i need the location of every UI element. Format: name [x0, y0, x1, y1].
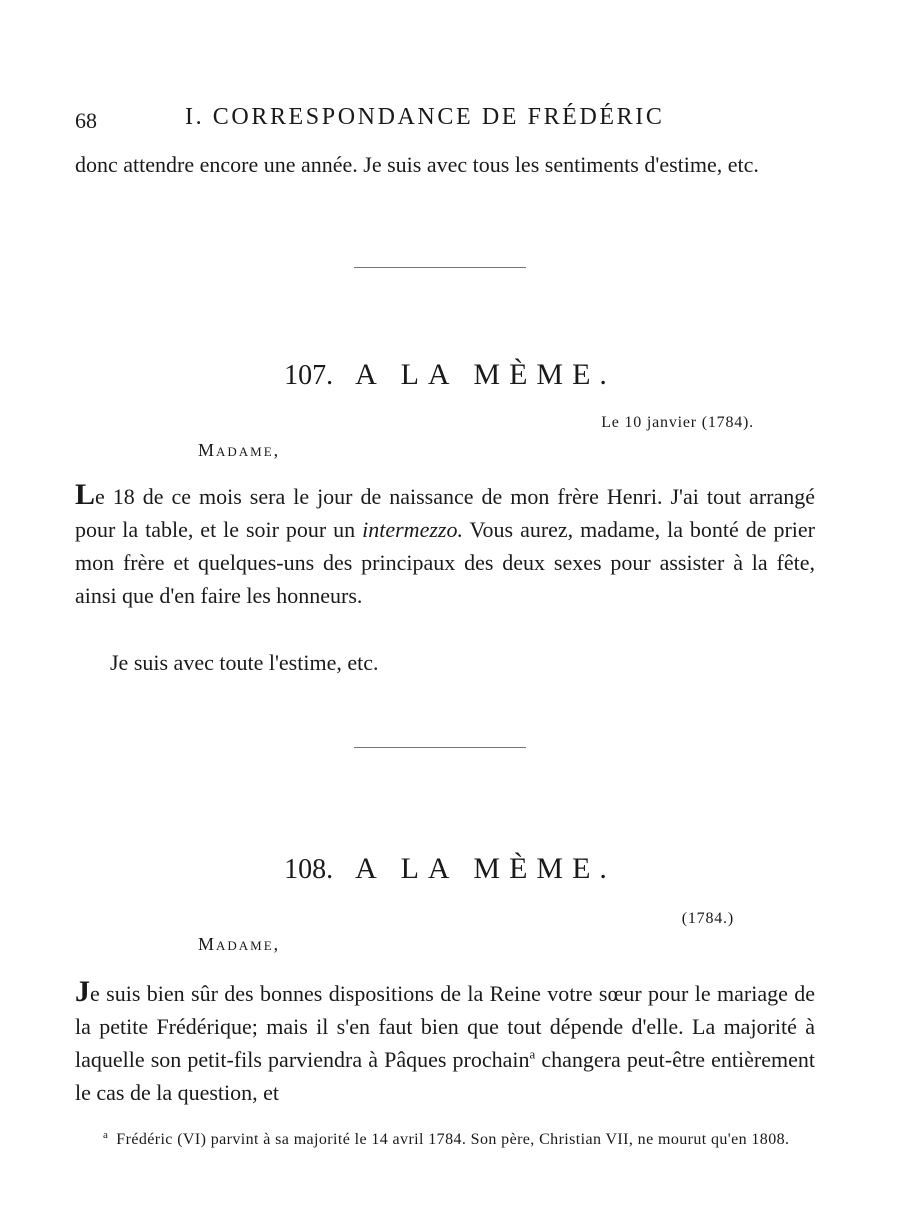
salutation: Madame,: [198, 934, 281, 954]
letter-date: Le 10 janvier (1784).: [601, 414, 754, 431]
footnote-text: Frédéric (VI) parvint à sa majorité le 14 avril 1784. Son père, Christian VII, ne mourut qu'en 1808.: [116, 1131, 790, 1148]
letter-body-text: e 18 de ce mois sera le jour de naissance de mon frère Henri. J'ai tout arrangé pour la table, et le soir pour un: [75, 484, 815, 542]
letter-body: [75, 975, 815, 1109]
letter-body: [75, 478, 815, 612]
initial-letter: L: [75, 478, 96, 511]
footnote: [75, 1126, 815, 1153]
letter-body-text-end: changera peut-être entièrement le cas de la question, et: [75, 1047, 815, 1105]
letter-body-text-end: Vous aurez, madame, la bonté de prier mon frère et quelques-uns des principaux des deux sexes pour assister à la fête, ainsi que d'en faire les honneurs.: [75, 517, 815, 608]
italic-term: intermezzo.: [362, 517, 463, 542]
running-title: I. CORRESPONDANCE DE FRÉDÉRIC: [185, 104, 665, 130]
letter-date: (1784.): [681, 910, 734, 927]
salutation: Madame,: [198, 440, 281, 460]
section-divider: [354, 747, 526, 748]
letter-number: 108.: [284, 854, 334, 885]
letter-number: 107.: [284, 360, 334, 391]
letter-heading-108: [0, 852, 900, 886]
footnote-reference[interactable]: a: [529, 1046, 536, 1062]
page-number: 68: [75, 108, 97, 133]
footnote-mark: a: [103, 1128, 109, 1141]
letter-heading-107: [0, 358, 900, 392]
initial-letter: J: [75, 975, 90, 1008]
letter-body-text: e suis bien sûr des bonnes dispositions de la Reine votre sœur pour le mariage de la petite Frédérique; mais il s'en faut bien que tout dépende d'elle. La majorité à laquelle son petit-fils parviendra à Pâques prochain: [75, 981, 815, 1072]
running-head: [75, 104, 815, 138]
letter-title: A LA MÈME.: [355, 852, 616, 885]
continuation-paragraph: donc attendre encore une année. Je suis avec tous les sentiments d'estime, etc.: [75, 152, 759, 177]
letter-closing: Je suis avec toute l'estime, etc.: [110, 650, 379, 675]
section-divider: [354, 267, 526, 268]
letter-title: A LA MÈME.: [355, 358, 616, 391]
